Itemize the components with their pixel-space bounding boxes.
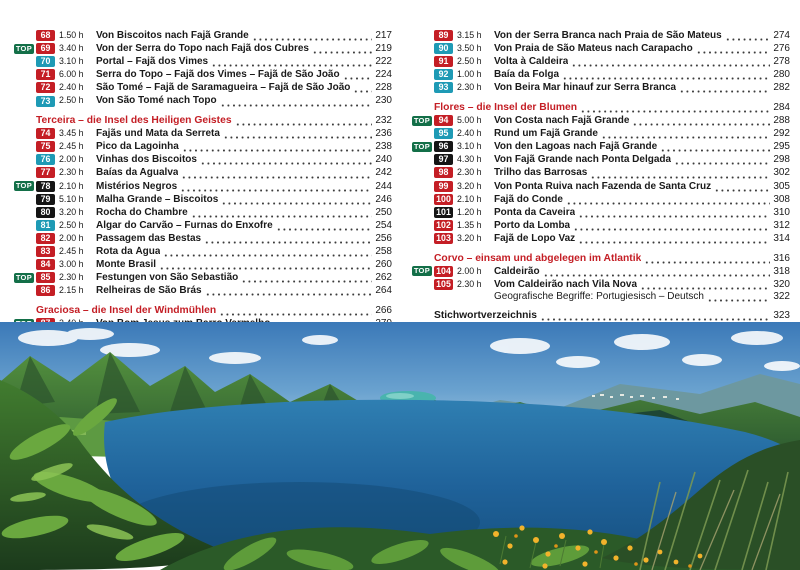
toc-column-left bbox=[10, 29, 392, 343]
page-number: 288 bbox=[773, 115, 790, 127]
page-number: 224 bbox=[375, 69, 392, 81]
toc-row-tour-96 bbox=[408, 140, 790, 153]
toc-row-tour-84 bbox=[10, 258, 392, 271]
tour-title: Ponta da Caveira bbox=[494, 206, 576, 218]
toc-row-tour-79 bbox=[10, 193, 392, 206]
toc-row-tour-104 bbox=[408, 265, 790, 278]
tour-duration: 2.45 h bbox=[59, 141, 84, 152]
toc-row-tour-77 bbox=[10, 166, 392, 179]
toc-row-tour-100 bbox=[408, 193, 790, 206]
page-number: 318 bbox=[773, 265, 790, 277]
page-number: 219 bbox=[375, 43, 392, 55]
tour-number-badge: 69 bbox=[36, 43, 55, 54]
tour-number-badge: 95 bbox=[434, 128, 453, 139]
tour-number-badge: 86 bbox=[36, 285, 55, 296]
toc-row-tour-98 bbox=[408, 166, 790, 179]
page-number: 244 bbox=[375, 180, 392, 192]
page-number: 305 bbox=[773, 180, 790, 192]
dotted-leader bbox=[353, 84, 372, 93]
top-badge-slot bbox=[10, 44, 36, 54]
tour-title: Fajã de Lopo Vaz bbox=[494, 232, 576, 244]
toc-row-tour-95 bbox=[408, 127, 790, 140]
tour-duration: 3.15 h bbox=[457, 30, 482, 40]
tour-duration: 2.15 h bbox=[59, 285, 84, 296]
page-number: 292 bbox=[773, 128, 790, 140]
dotted-leader bbox=[601, 130, 770, 139]
dotted-leader bbox=[191, 209, 373, 218]
tour-number-badge: 79 bbox=[36, 194, 55, 205]
toc-row-index bbox=[408, 310, 790, 322]
tour-title: Portal – Fajã dos Vimes bbox=[96, 56, 209, 68]
toc-row-tour-105 bbox=[408, 278, 790, 291]
page-number: 316 bbox=[773, 252, 790, 264]
dotted-leader bbox=[640, 281, 770, 290]
toc-row-tour-85 bbox=[10, 271, 392, 284]
dotted-leader bbox=[644, 255, 770, 264]
toc-row-tour-102 bbox=[408, 219, 790, 232]
top-badge: TOP bbox=[15, 272, 32, 282]
tour-duration: 1.50 h bbox=[59, 30, 84, 40]
page-number: 230 bbox=[375, 95, 392, 107]
tour-duration: 2.50 h bbox=[59, 95, 84, 106]
tour-title: Von Ponta Ruiva nach Fazenda de Santa Cruz bbox=[494, 180, 712, 192]
toc-row-tour-72 bbox=[10, 81, 392, 94]
dotted-leader bbox=[578, 209, 770, 218]
tour-number-badge: 96 bbox=[434, 141, 453, 152]
tour-number-badge: 81 bbox=[36, 220, 55, 231]
top-badge-slot bbox=[408, 266, 434, 276]
toc-row-tour-90 bbox=[408, 42, 790, 55]
tour-duration: 3.20 h bbox=[59, 206, 84, 217]
page-number: 278 bbox=[773, 56, 790, 68]
page-number: 314 bbox=[773, 232, 790, 244]
toc-row-tour-75 bbox=[10, 140, 392, 153]
tour-title: Von Biscoitos nach Fajã Grande bbox=[96, 30, 249, 41]
dotted-leader bbox=[223, 130, 372, 139]
tour-title: Von der Serra do Topo nach Fajã dos Cubres bbox=[96, 43, 309, 55]
tour-number-badge: 89 bbox=[434, 30, 453, 41]
tour-number-badge: 83 bbox=[36, 246, 55, 257]
tour-number-badge: 74 bbox=[36, 128, 55, 139]
toc-column-right bbox=[408, 29, 790, 343]
toc-row-tour-97 bbox=[408, 153, 790, 166]
top-badge-slot bbox=[10, 273, 36, 283]
tour-title: Festungen von São Sebastião bbox=[96, 272, 239, 284]
tour-title: Trilho das Barrosas bbox=[494, 167, 588, 179]
page-number: 320 bbox=[773, 278, 790, 290]
tour-number-badge: 73 bbox=[36, 96, 55, 107]
page-number: 222 bbox=[375, 56, 392, 68]
tour-title: Passagem das Bestas bbox=[96, 232, 202, 244]
dotted-leader bbox=[159, 261, 372, 270]
tour-title: Caldeirão bbox=[494, 265, 540, 277]
dotted-leader bbox=[200, 156, 372, 165]
page-number: 280 bbox=[773, 69, 790, 81]
toc-row-tour-91 bbox=[408, 55, 790, 68]
tour-duration: 1.20 h bbox=[457, 206, 482, 217]
dotted-leader bbox=[696, 45, 771, 54]
page-number: 217 bbox=[375, 30, 392, 41]
tour-duration: 4.30 h bbox=[457, 154, 482, 165]
page-number: 323 bbox=[773, 310, 790, 322]
tour-duration: 5.10 h bbox=[59, 193, 84, 204]
tour-number-badge: 84 bbox=[36, 259, 55, 270]
tour-title: Rota da Água bbox=[96, 246, 161, 257]
tour-number-badge: 93 bbox=[434, 82, 453, 93]
dotted-leader bbox=[204, 235, 372, 244]
page-number: 266 bbox=[375, 304, 392, 316]
toc-row-tour-94 bbox=[408, 114, 790, 127]
tour-title: Vom Caldeirão nach Vila Nova bbox=[494, 278, 638, 290]
page-number: 242 bbox=[375, 167, 392, 179]
tour-number-badge: 75 bbox=[36, 141, 55, 152]
toc-row-tour-68 bbox=[10, 29, 392, 42]
tour-title: Von Praia de São Mateus nach Carapacho bbox=[494, 43, 693, 55]
tour-number-badge: 100 bbox=[434, 194, 453, 205]
tour-number-badge: 99 bbox=[434, 181, 453, 192]
tour-number-badge: 72 bbox=[36, 82, 55, 93]
tour-number-badge: 71 bbox=[36, 69, 55, 80]
tour-duration: 2.10 h bbox=[59, 180, 84, 191]
tour-title: Algar do Carvão – Furnas do Enxofre bbox=[96, 219, 273, 231]
dotted-leader bbox=[580, 104, 770, 113]
tour-duration: 2.40 h bbox=[59, 82, 84, 93]
top-badge: TOP bbox=[15, 181, 32, 191]
page-number: 254 bbox=[375, 219, 392, 231]
tour-duration: 2.10 h bbox=[457, 193, 482, 204]
tour-title: Von den Lagoas nach Fajã Grande bbox=[494, 141, 658, 153]
top-badge-slot bbox=[10, 181, 36, 191]
dotted-leader bbox=[566, 196, 770, 205]
toc-row-tour-74 bbox=[10, 127, 392, 140]
toc-row-tour-80 bbox=[10, 206, 392, 219]
toc-row-tour-76 bbox=[10, 153, 392, 166]
page-number: 312 bbox=[773, 219, 790, 231]
tour-duration: 2.50 h bbox=[457, 56, 482, 67]
dotted-leader bbox=[181, 170, 372, 179]
tour-duration: 2.30 h bbox=[59, 167, 84, 178]
dotted-leader bbox=[182, 143, 373, 152]
toc-row-island bbox=[10, 115, 392, 127]
tour-title: Porto da Lomba bbox=[494, 219, 571, 231]
dotted-leader bbox=[679, 84, 770, 93]
dotted-leader bbox=[571, 58, 770, 67]
tour-title: Von der Serra Branca nach Praia de São Mateus bbox=[494, 30, 722, 41]
tour-number-badge: 76 bbox=[36, 154, 55, 165]
tour-title: Rund um Fajã Grande bbox=[494, 128, 598, 140]
dotted-leader bbox=[632, 117, 770, 126]
tour-number-badge: 103 bbox=[434, 233, 453, 244]
lagoon-highlight bbox=[386, 393, 414, 399]
section-title: Stichwortverzeichnis bbox=[434, 310, 537, 322]
page-number: 240 bbox=[375, 154, 392, 166]
tour-duration: 2.00 h bbox=[457, 265, 482, 276]
tour-title: Von Beira Mar hinauf zur Serra Branca bbox=[494, 82, 677, 94]
page-number: 262 bbox=[375, 272, 392, 284]
toc-row-plain bbox=[408, 291, 790, 303]
tour-number-badge: 104 bbox=[434, 266, 453, 277]
toc-row-tour-83 bbox=[10, 245, 392, 258]
top-badge-slot bbox=[408, 142, 434, 152]
page-number: 246 bbox=[375, 193, 392, 205]
dotted-leader bbox=[578, 235, 770, 244]
toc-row-tour-71 bbox=[10, 68, 392, 81]
dotted-leader bbox=[163, 248, 372, 257]
tour-duration: 2.40 h bbox=[457, 128, 482, 139]
tour-number-badge: 77 bbox=[36, 167, 55, 178]
tour-number-badge: 78 bbox=[36, 181, 55, 192]
dotted-leader bbox=[252, 32, 373, 41]
dotted-leader bbox=[343, 71, 373, 80]
tour-title: Monte Brasil bbox=[96, 259, 157, 271]
page-number: 284 bbox=[773, 101, 790, 113]
section-title: Flores – die Insel der Blumen bbox=[434, 101, 578, 113]
page-number: 276 bbox=[773, 43, 790, 55]
tour-duration: 2.45 h bbox=[59, 246, 84, 256]
dotted-leader bbox=[205, 287, 373, 296]
dotted-leader bbox=[211, 58, 372, 67]
page-number: 250 bbox=[375, 206, 392, 218]
top-badge-slot bbox=[408, 116, 434, 126]
tour-duration: 3.40 h bbox=[59, 43, 84, 54]
dotted-leader bbox=[540, 312, 770, 321]
dotted-leader bbox=[725, 32, 771, 41]
dotted-leader bbox=[543, 268, 771, 277]
tour-number-badge: 85 bbox=[36, 272, 55, 283]
section-title: Corvo – einsam und abgelegen im Atlantik bbox=[434, 252, 642, 264]
page-number: 295 bbox=[773, 141, 790, 153]
tour-duration: 2.00 h bbox=[59, 232, 84, 243]
tour-title: Vinhas dos Biscoitos bbox=[96, 154, 197, 166]
page-number: 322 bbox=[773, 290, 790, 302]
toc-row-tour-103 bbox=[408, 232, 790, 245]
tour-title: Von Fajã Grande nach Ponta Delgada bbox=[494, 154, 672, 166]
toc-row-tour-82 bbox=[10, 232, 392, 245]
tour-duration: 5.00 h bbox=[457, 115, 482, 126]
tour-number-badge: 101 bbox=[434, 207, 453, 218]
tour-number-badge: 80 bbox=[36, 207, 55, 218]
page-number: 282 bbox=[773, 82, 790, 94]
tour-duration: 3.10 h bbox=[457, 141, 482, 152]
page-number: 228 bbox=[375, 82, 392, 94]
tour-duration: 2.30 h bbox=[457, 167, 482, 178]
tour-duration: 2.30 h bbox=[457, 278, 482, 289]
page-number: 264 bbox=[375, 285, 392, 297]
top-badge: TOP bbox=[413, 141, 430, 151]
dotted-leader bbox=[241, 274, 372, 283]
page-number: 236 bbox=[375, 128, 392, 140]
page-number: 260 bbox=[375, 259, 392, 271]
page-number: 310 bbox=[773, 206, 790, 218]
tour-title: Rocha do Chambre bbox=[96, 206, 188, 218]
tour-duration: 3.20 h bbox=[457, 180, 482, 191]
toc-row-tour-93 bbox=[408, 81, 790, 94]
tour-duration: 3.50 h bbox=[457, 43, 482, 54]
toc-row-tour-70 bbox=[10, 55, 392, 68]
tour-number-badge: 94 bbox=[434, 115, 453, 126]
tour-number-badge: 102 bbox=[434, 220, 453, 231]
dotted-leader bbox=[180, 183, 372, 192]
tour-number-badge: 97 bbox=[434, 154, 453, 165]
page-number: 302 bbox=[773, 167, 790, 179]
dotted-leader bbox=[573, 222, 770, 231]
tour-title: Von São Tomé nach Topo bbox=[96, 95, 217, 107]
dotted-leader bbox=[674, 156, 770, 165]
page-number: 256 bbox=[375, 232, 392, 244]
page-number: 238 bbox=[375, 141, 392, 153]
tour-title: Serra do Topo – Fajã dos Vimes – Fajã de São João bbox=[96, 69, 340, 81]
tour-number-badge: 105 bbox=[434, 279, 453, 290]
toc-row-tour-101 bbox=[408, 206, 790, 219]
page-number: 298 bbox=[773, 154, 790, 166]
tour-number-badge: 98 bbox=[434, 167, 453, 178]
landscape-photo-sete-cidades bbox=[0, 322, 800, 570]
toc-row-tour-78 bbox=[10, 180, 392, 193]
dotted-leader bbox=[660, 143, 770, 152]
page-number: 308 bbox=[773, 193, 790, 205]
toc-row-tour-99 bbox=[408, 180, 790, 193]
toc-row-tour-89 bbox=[408, 29, 790, 42]
dotted-leader bbox=[707, 293, 770, 302]
section-title: Terceira – die Insel des Heiligen Geistes bbox=[36, 115, 232, 127]
tour-title: Mistérios Negros bbox=[96, 180, 178, 192]
tour-title: Relheiras de São Brás bbox=[96, 285, 202, 297]
dotted-leader bbox=[312, 45, 372, 54]
toc-row-island bbox=[408, 253, 790, 265]
tour-title: Baías da Agualva bbox=[96, 167, 179, 179]
dotted-leader bbox=[221, 196, 372, 205]
tour-number-badge: 90 bbox=[434, 43, 453, 54]
tour-number-badge: 91 bbox=[434, 56, 453, 67]
tour-number-badge: 92 bbox=[434, 69, 453, 80]
toc-row-tour-69 bbox=[10, 42, 392, 55]
tour-title: Pico da Lagoinha bbox=[96, 141, 179, 153]
toc-row-island bbox=[408, 102, 790, 114]
tour-duration: 3.00 h bbox=[59, 259, 84, 270]
tour-title: Baía da Folga bbox=[494, 69, 560, 81]
toc-row-tour-73 bbox=[10, 94, 392, 107]
tour-duration: 2.30 h bbox=[457, 82, 482, 93]
tour-duration: 3.10 h bbox=[59, 56, 84, 67]
page-number: 258 bbox=[375, 246, 392, 257]
page-number: 232 bbox=[375, 115, 392, 127]
tour-title: Von Costa nach Fajã Grande bbox=[494, 115, 630, 127]
tour-number-badge: 68 bbox=[36, 30, 55, 41]
tour-number-badge: 70 bbox=[36, 56, 55, 67]
tour-duration: 2.50 h bbox=[59, 219, 84, 230]
top-badge: TOP bbox=[15, 43, 32, 53]
tour-duration: 1.00 h bbox=[457, 69, 482, 80]
dotted-leader bbox=[219, 307, 372, 316]
table-of-contents bbox=[10, 29, 790, 343]
dotted-leader bbox=[220, 98, 373, 107]
tour-duration: 2.00 h bbox=[59, 154, 84, 165]
tour-duration: 1.35 h bbox=[457, 219, 482, 230]
section-title: Geografische Begriffe: Portugiesisch – Deutsch bbox=[494, 290, 704, 302]
page-number: 274 bbox=[773, 30, 790, 41]
tour-title: Volta à Caldeira bbox=[494, 56, 569, 68]
dotted-leader bbox=[714, 183, 770, 192]
dotted-leader bbox=[590, 170, 770, 179]
tour-duration: 3.20 h bbox=[457, 232, 482, 243]
top-badge: TOP bbox=[413, 115, 430, 125]
tour-number-badge: 82 bbox=[36, 233, 55, 244]
tour-title: Malha Grande – Biscoitos bbox=[96, 193, 219, 205]
section-title: Graciosa – die Insel der Windmühlen bbox=[36, 304, 217, 316]
dotted-leader bbox=[235, 117, 373, 126]
tour-title: Fajã do Conde bbox=[494, 193, 563, 205]
tour-title: Fajãs und Mata da Serreta bbox=[96, 128, 220, 140]
toc-row-island bbox=[10, 305, 392, 317]
top-badge: TOP bbox=[413, 266, 430, 276]
tour-duration: 3.45 h bbox=[59, 128, 84, 139]
tour-title: São Tomé – Fajã de Saramagueira – Fajã de São João bbox=[96, 82, 351, 94]
toc-row-tour-81 bbox=[10, 219, 392, 232]
tour-duration: 6.00 h bbox=[59, 69, 84, 80]
dotted-leader bbox=[562, 71, 770, 80]
dotted-leader bbox=[276, 222, 373, 231]
toc-row-tour-86 bbox=[10, 284, 392, 297]
tour-duration: 2.30 h bbox=[59, 272, 84, 283]
toc-row-tour-92 bbox=[408, 68, 790, 81]
